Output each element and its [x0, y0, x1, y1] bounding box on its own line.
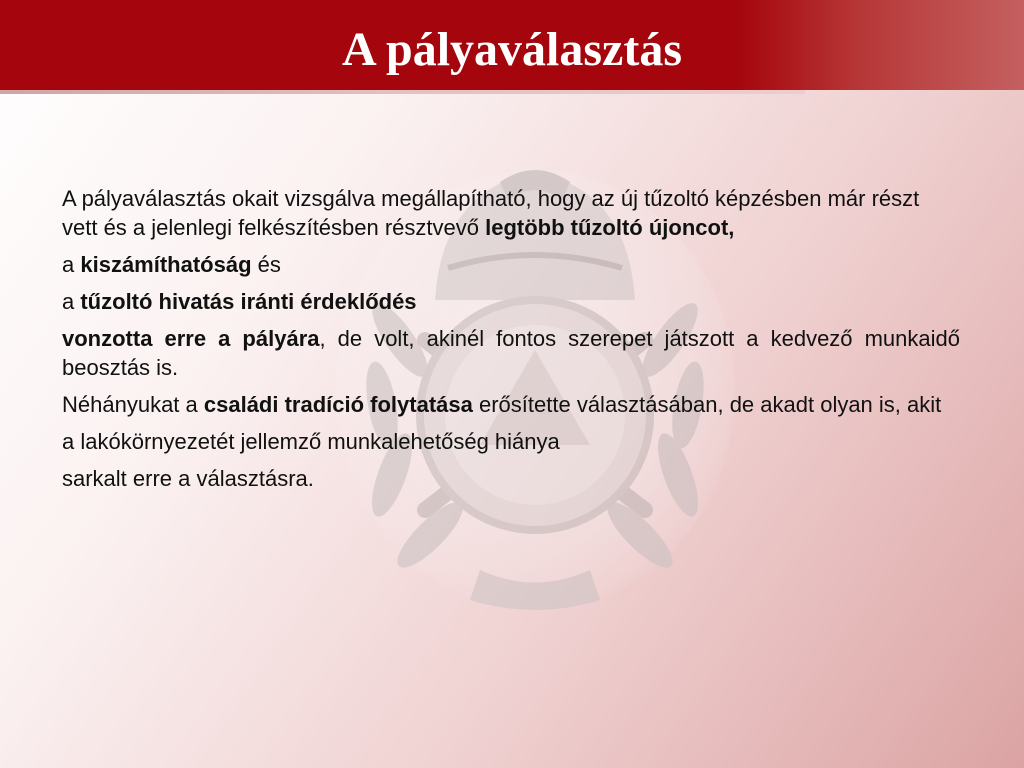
paragraph-5 [62, 390, 960, 419]
paragraph-4 [62, 324, 960, 382]
text-run: és [251, 252, 281, 277]
paragraph-1 [62, 184, 960, 242]
text-run: a [62, 289, 81, 314]
text-run: a lakókörnyezetét jellemző munkalehetőség hiánya [62, 429, 560, 454]
paragraph-7 [62, 464, 960, 493]
text-run: , de volt, akinél fontos szerepet játszott a kedvező munkaidő beosztás is. [62, 326, 960, 380]
bold-run: legtöbb tűzoltó újoncot, [485, 215, 735, 240]
body-text [62, 184, 960, 501]
text-run: A pályaválasztás okait vizsgálva megállapítható, hogy az új tűzoltó képzésben már részt vett és a jelenlegi felkészítésben résztvevő [62, 186, 920, 240]
bold-run: kiszámíthatóság [80, 252, 252, 277]
text-run: erősítette választásában, de akadt olyan is, akit [472, 392, 942, 417]
slide-title: A pályaválasztás [341, 23, 683, 76]
paragraph-3 [62, 287, 960, 316]
bold-run: vonzotta erre a pályára [62, 326, 320, 351]
bold-run: családi tradíció folytatása [203, 392, 473, 417]
text-run: sarkalt erre a választásra. [62, 466, 314, 491]
paragraph-2 [62, 250, 960, 279]
bold-run: tűzoltó hivatás iránti érdeklődés [80, 289, 417, 314]
paragraph-6 [62, 427, 960, 456]
text-run: Néhányukat a [62, 392, 204, 417]
title-band [0, 0, 1024, 90]
text-run: a [62, 252, 81, 277]
